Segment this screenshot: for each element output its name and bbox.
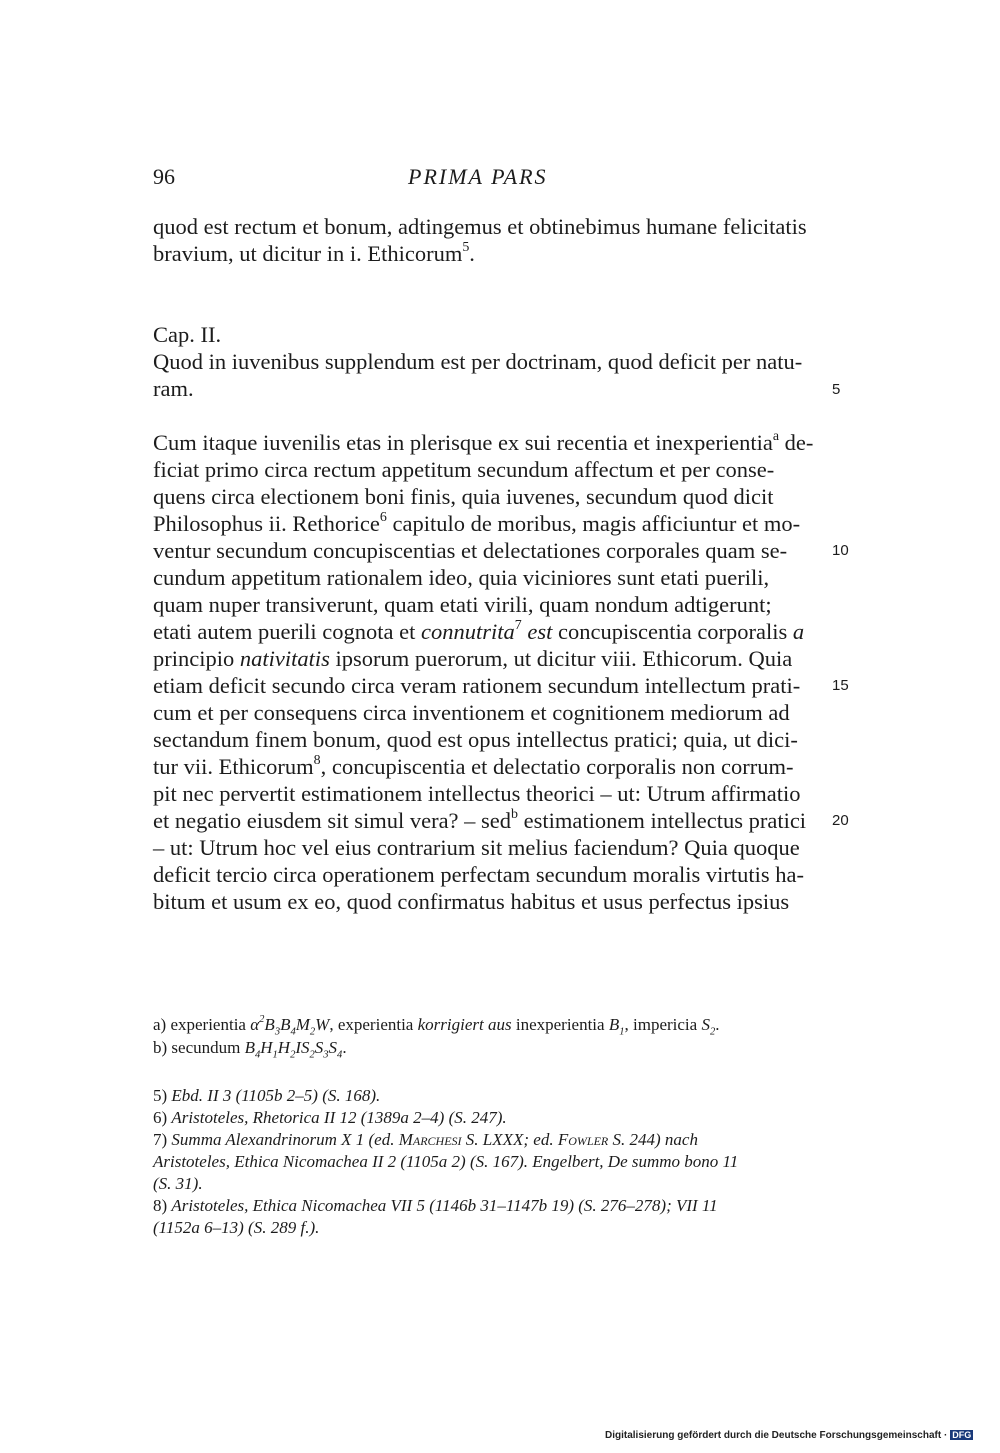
- text-line: ventur secundum concupiscentias et delectationes corporales quam se-: [153, 538, 788, 563]
- line-number: 20: [832, 812, 849, 829]
- text-line: tur vii. Ethicorum$^8$, concupiscentia et delectatio corporalis non corrum-: [153, 753, 794, 779]
- funding-text: Digitalisierung gefördert durch die Deutsche Forschungsgemeinschaft ·: [605, 1430, 948, 1441]
- text-line: Cum itaque iuvenilis etas in plerisque ex sui recentia et inexperientia$^a$ de-: [153, 429, 814, 455]
- line-number: 5: [832, 381, 841, 398]
- text-line: etati autem puerili cognota et connutrita$^7$ est concupiscentia corporalis a: [153, 618, 805, 644]
- chapter-number: Cap. II.: [153, 322, 222, 347]
- chapter-title: Quod in iuvenibus supplendum est per doctrinam, quod deficit per natu-: [153, 349, 803, 374]
- note-ref: 5: [462, 240, 470, 256]
- footnote-8: 8) Aristoteles, Ethica Nicomachea VII 5 (1146b 31–1147b 19) (S. 276–278); VII 11: [153, 1196, 718, 1215]
- line-number: 10: [832, 542, 849, 559]
- text-line: quens circa electionem boni finis, quia iuvenes, secundum quod dicit: [153, 484, 774, 509]
- footnote-8-cont: (1152a 6–13) (S. 289 f.).: [153, 1218, 320, 1237]
- text-line: deficit tercio circa operationem perfectam secundum moralis virtutis ha-: [153, 862, 804, 887]
- text-line: principio nativitatis ipsorum puerorum, ut dicitur viii. Ethicorum. Quia: [153, 646, 793, 671]
- chapter-title-cont: ram.: [153, 376, 194, 401]
- text-line: bravium, ut dicitur in i. Ethicorum$^5$.: [153, 240, 475, 266]
- text-line: cundum appetitum rationalem ideo, quia viciniores sunt etati puerili,: [153, 565, 770, 590]
- running-head: PRIMA PARS: [408, 164, 548, 189]
- text-line: pit nec pervertit estimationem intellectus theorici – ut: Utrum affirmatio: [153, 781, 801, 806]
- apparatus-note-a: a) experientia $\alpha^2B_3B_4M_2W$, experientia korrigiert aus inexperientia $B_1$, impericia $S_2$.: [153, 1014, 720, 1038]
- dfg-logo: DFG: [952, 1430, 972, 1440]
- text-line: ficiat primo circa rectum appetitum secundum affectum et per conse-: [153, 457, 775, 482]
- apparatus-note-b: b) secundum $B_4H_1H_2IS_2S_3S_4$.: [153, 1038, 347, 1061]
- funding-footer: [605, 1430, 973, 1441]
- footnote-7: 7) Summa Alexandrinorum X 1 (ed. Marchesi S. LXXX; ed. Fowler S. 244) nach: [153, 1130, 698, 1149]
- footnote-7-cont: (S. 31).: [153, 1174, 203, 1193]
- line-number: 15: [832, 677, 849, 694]
- page-number: 96: [153, 164, 175, 189]
- text-line: et negatio eiusdem sit simul vera? – sed$^b$ estimationem intellectus pratici: [153, 807, 807, 833]
- text-line: quam nuper transiverunt, quam etati virili, quam nondum adtigerunt;: [153, 592, 772, 617]
- footnote-5: 5) Ebd. II 3 (1105b 2–5) (S. 168).: [153, 1086, 381, 1105]
- footnote-7-cont: Aristoteles, Ethica Nicomachea II 2 (1105a 2) (S. 167). Engelbert, De summo bono 11: [153, 1152, 739, 1171]
- text-line: etiam deficit secundo circa veram rationem secundum intellectum prati-: [153, 673, 801, 698]
- text-line: quod est rectum et bonum, adtingemus et obtinebimus humane felicitatis: [153, 214, 807, 239]
- footnote-6: 6) Aristoteles, Rhetorica II 12 (1389a 2–4) (S. 247).: [153, 1108, 507, 1127]
- text-line: cum et per consequens circa inventionem et cognitionem mediorum ad: [153, 700, 790, 725]
- text-line: Philosophus ii. Rethorice$^6$ capitulo de moribus, magis afficiuntur et mo-: [153, 510, 801, 536]
- text-line: bitum et usum ex eo, quod confirmatus habitus et usus perfectus ipsius: [153, 889, 790, 914]
- text-line: – ut: Utrum hoc vel eius contrarium sit melius faciendum? Quia quoque: [153, 835, 800, 860]
- text-line: sectandum finem bonum, quod est opus intellectus pratici; quia, ut dici-: [153, 727, 798, 752]
